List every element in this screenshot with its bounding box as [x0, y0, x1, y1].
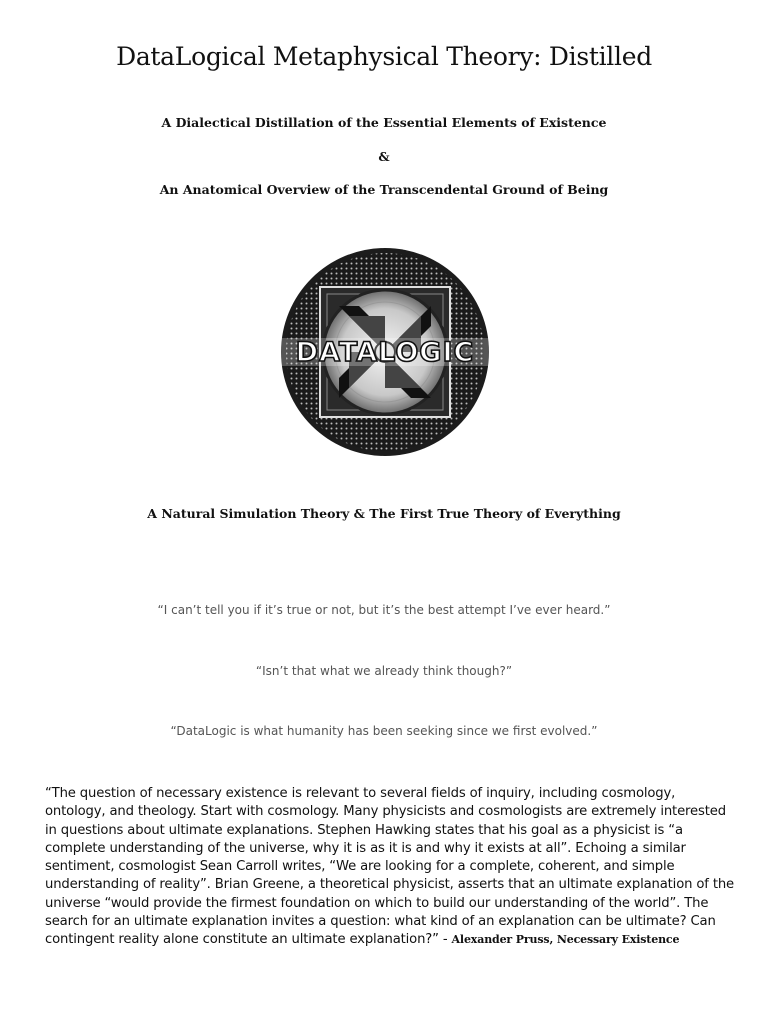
excerpt-attribution: Alexander Pruss, Necessary Existence — [451, 933, 680, 947]
tagline: A Natural Simulation Theory & The First True Theory of Everything — [147, 506, 621, 521]
excerpt-paragraph — [45, 785, 735, 950]
document-title: DataLogical Metaphysical Theory: Distilled — [116, 42, 652, 71]
ampersand: & — [378, 149, 390, 164]
datalogic-logo — [279, 246, 491, 458]
subtitle-2: An Anatomical Overview of the Transcendental Ground of Being — [159, 182, 609, 197]
testimonial-2: “Isn’t that what we already think though?” — [255, 664, 513, 678]
excerpt-dash: - — [438, 932, 452, 948]
subtitle-1: A Dialectical Distillation of the Essential Elements of Existence — [161, 115, 607, 130]
datalogic-emblem-icon — [279, 246, 491, 458]
excerpt-text: “The question of necessary existence is relevant to several fields of inquiry, including cosmology, ontology, and theology. Start with cosmology. Many physicists and cosmologists are extremely interested in questions about ultimate explanations. Stephen Hawking states that his goal as a physicist is “a complete understanding of the universe, why it is as it is and why it exists at all”. Echoing a similar sentiment, cosmologist Sean Carroll writes, “We are looking for a complete, coherent, and simple understanding of reality”. Brian Greene, a theoretical physicist, asserts that an ultimate explanation of the universe “would provide the firmest foundation on which to build our understanding of the world”. The search for an ultimate explanation invites a question: what kind of an explanation can be ultimate? Can contingent reality alone constitute an ultimate explanation?” — [45, 786, 735, 948]
testimonial-1: “I can’t tell you if it’s true or not, but it’s the best attempt I’ve ever heard.” — [157, 603, 611, 617]
logo-text: DATALOGIC — [295, 337, 475, 368]
testimonial-3: “DataLogic is what humanity has been seeking since we first evolved.” — [170, 724, 598, 738]
